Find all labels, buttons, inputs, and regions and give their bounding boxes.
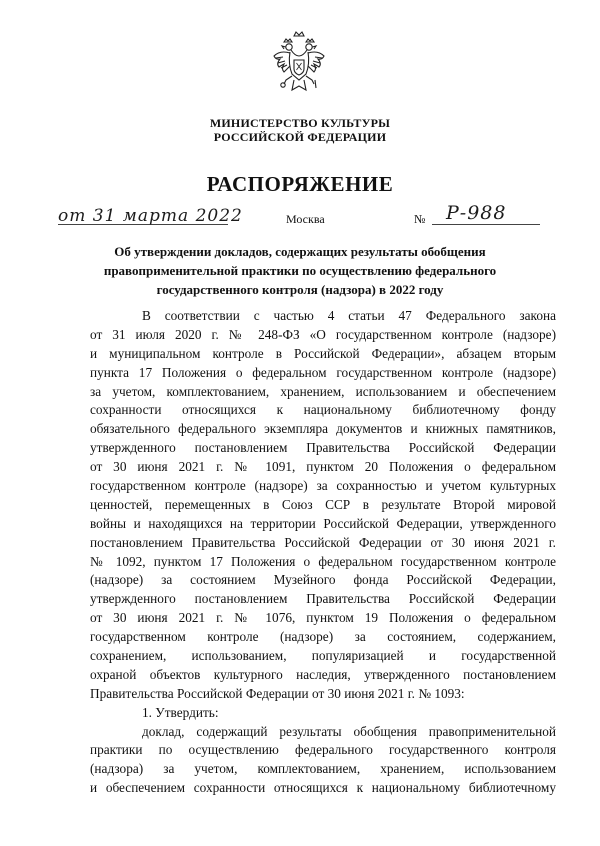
item-1-heading: 1. Утвердить: [142,704,219,720]
subject-line3: государственного контроля (надзора) в 2022 году [156,282,444,297]
body-line: (надзоре) за состоянием Музейного фонда Российской Федерации, [90,572,556,588]
subject-line1: Об утверждении докладов, содержащих результаты обобщения [114,244,486,259]
body-line: сохранением, использованием, популяризацией и государственной [90,648,556,664]
coat-of-arms-icon [270,30,328,102]
body-line: войны и находящихся на территории Российской Федерации, утвержденного [90,515,556,531]
body-line: за учетом, комплектованием, хранением, использованием и обеспечением [90,383,556,399]
document-meta-row [0,204,600,230]
body-line: ценностей, перемещенных в Союз ССР в результате Второй мировой [90,496,556,512]
preamble-paragraph [90,307,556,798]
body-line: пункта 17 Положения о федеральном государственном контроле (надзоре) [90,364,556,380]
body-line: государственном контроле (надзоре) за состоянием, содержанием, [90,629,556,645]
body-line: В соответствии с частью 4 статьи 47 Федерального закона [142,308,556,323]
body-line: сохранности относящихся к национальному библиотечному фонду [90,402,556,418]
body-line: от 31 июля 2020 г. № 248-ФЗ «О государственном контроле (надзоре) [90,326,556,342]
handwritten-number: Р-988 [446,202,507,224]
body-line: охраной объектов культурного наследия, утвержденного постановлением [90,666,556,682]
report-line: практики по осуществлению федерального государственного контроля [90,742,556,758]
number-underline [432,224,540,225]
ministry-name-line2: РОССИЙСКОЙ ФЕДЕРАЦИИ [213,130,387,144]
body-line: от 30 июня 2021 г. № 1076, пунктом 19 Положения о федеральном [90,610,556,626]
body-line: Правительства Российской Федерации от 30 июня 2021 г. № 1093: [90,685,465,701]
body-line: утвержденного постановлением Правительства Российской Федерации [90,591,556,607]
document-type-title: РАСПОРЯЖЕНИЕ [206,172,394,196]
body-line: от 30 июня 2021 г. № 1091, пунктом 20 Положения о федеральном [90,459,556,475]
body-line: постановлением Правительства Российской Федерации от 30 июня 2021 г. [90,534,556,550]
report-line: доклад, содержащий результаты обобщения правоприменительной [142,723,556,739]
handwritten-date: от 31 марта 2022 [58,206,243,226]
body-line: утвержденного постановлением Правительства Российской Федерации [90,440,556,456]
number-sign: № [414,212,426,226]
subject-line2: правоприменительной практики по осуществлению федерального [103,263,497,278]
ministry-name-line1: МИНИСТЕРСТВО КУЛЬТУРЫ [209,116,391,130]
body-line: № 1092, пунктом 17 Положения о федеральном государственном контроле [90,553,556,569]
city-label: Москва [286,212,325,226]
report-line: (надзора) за учетом, комплектованием, хранением, использованием [90,761,556,777]
report-line: и обеспечением сохранности относящихся к национальному библиотечному [90,780,556,796]
body-line: и муниципальном контроле в Российской Федерации», абзацем вторым [90,345,556,361]
body-line: государственном контроле (надзоре) за сохранностью и учетом культурных [90,478,556,494]
body-line: обязательного федерального экземпляра документов и книжных памятников, [90,421,556,437]
